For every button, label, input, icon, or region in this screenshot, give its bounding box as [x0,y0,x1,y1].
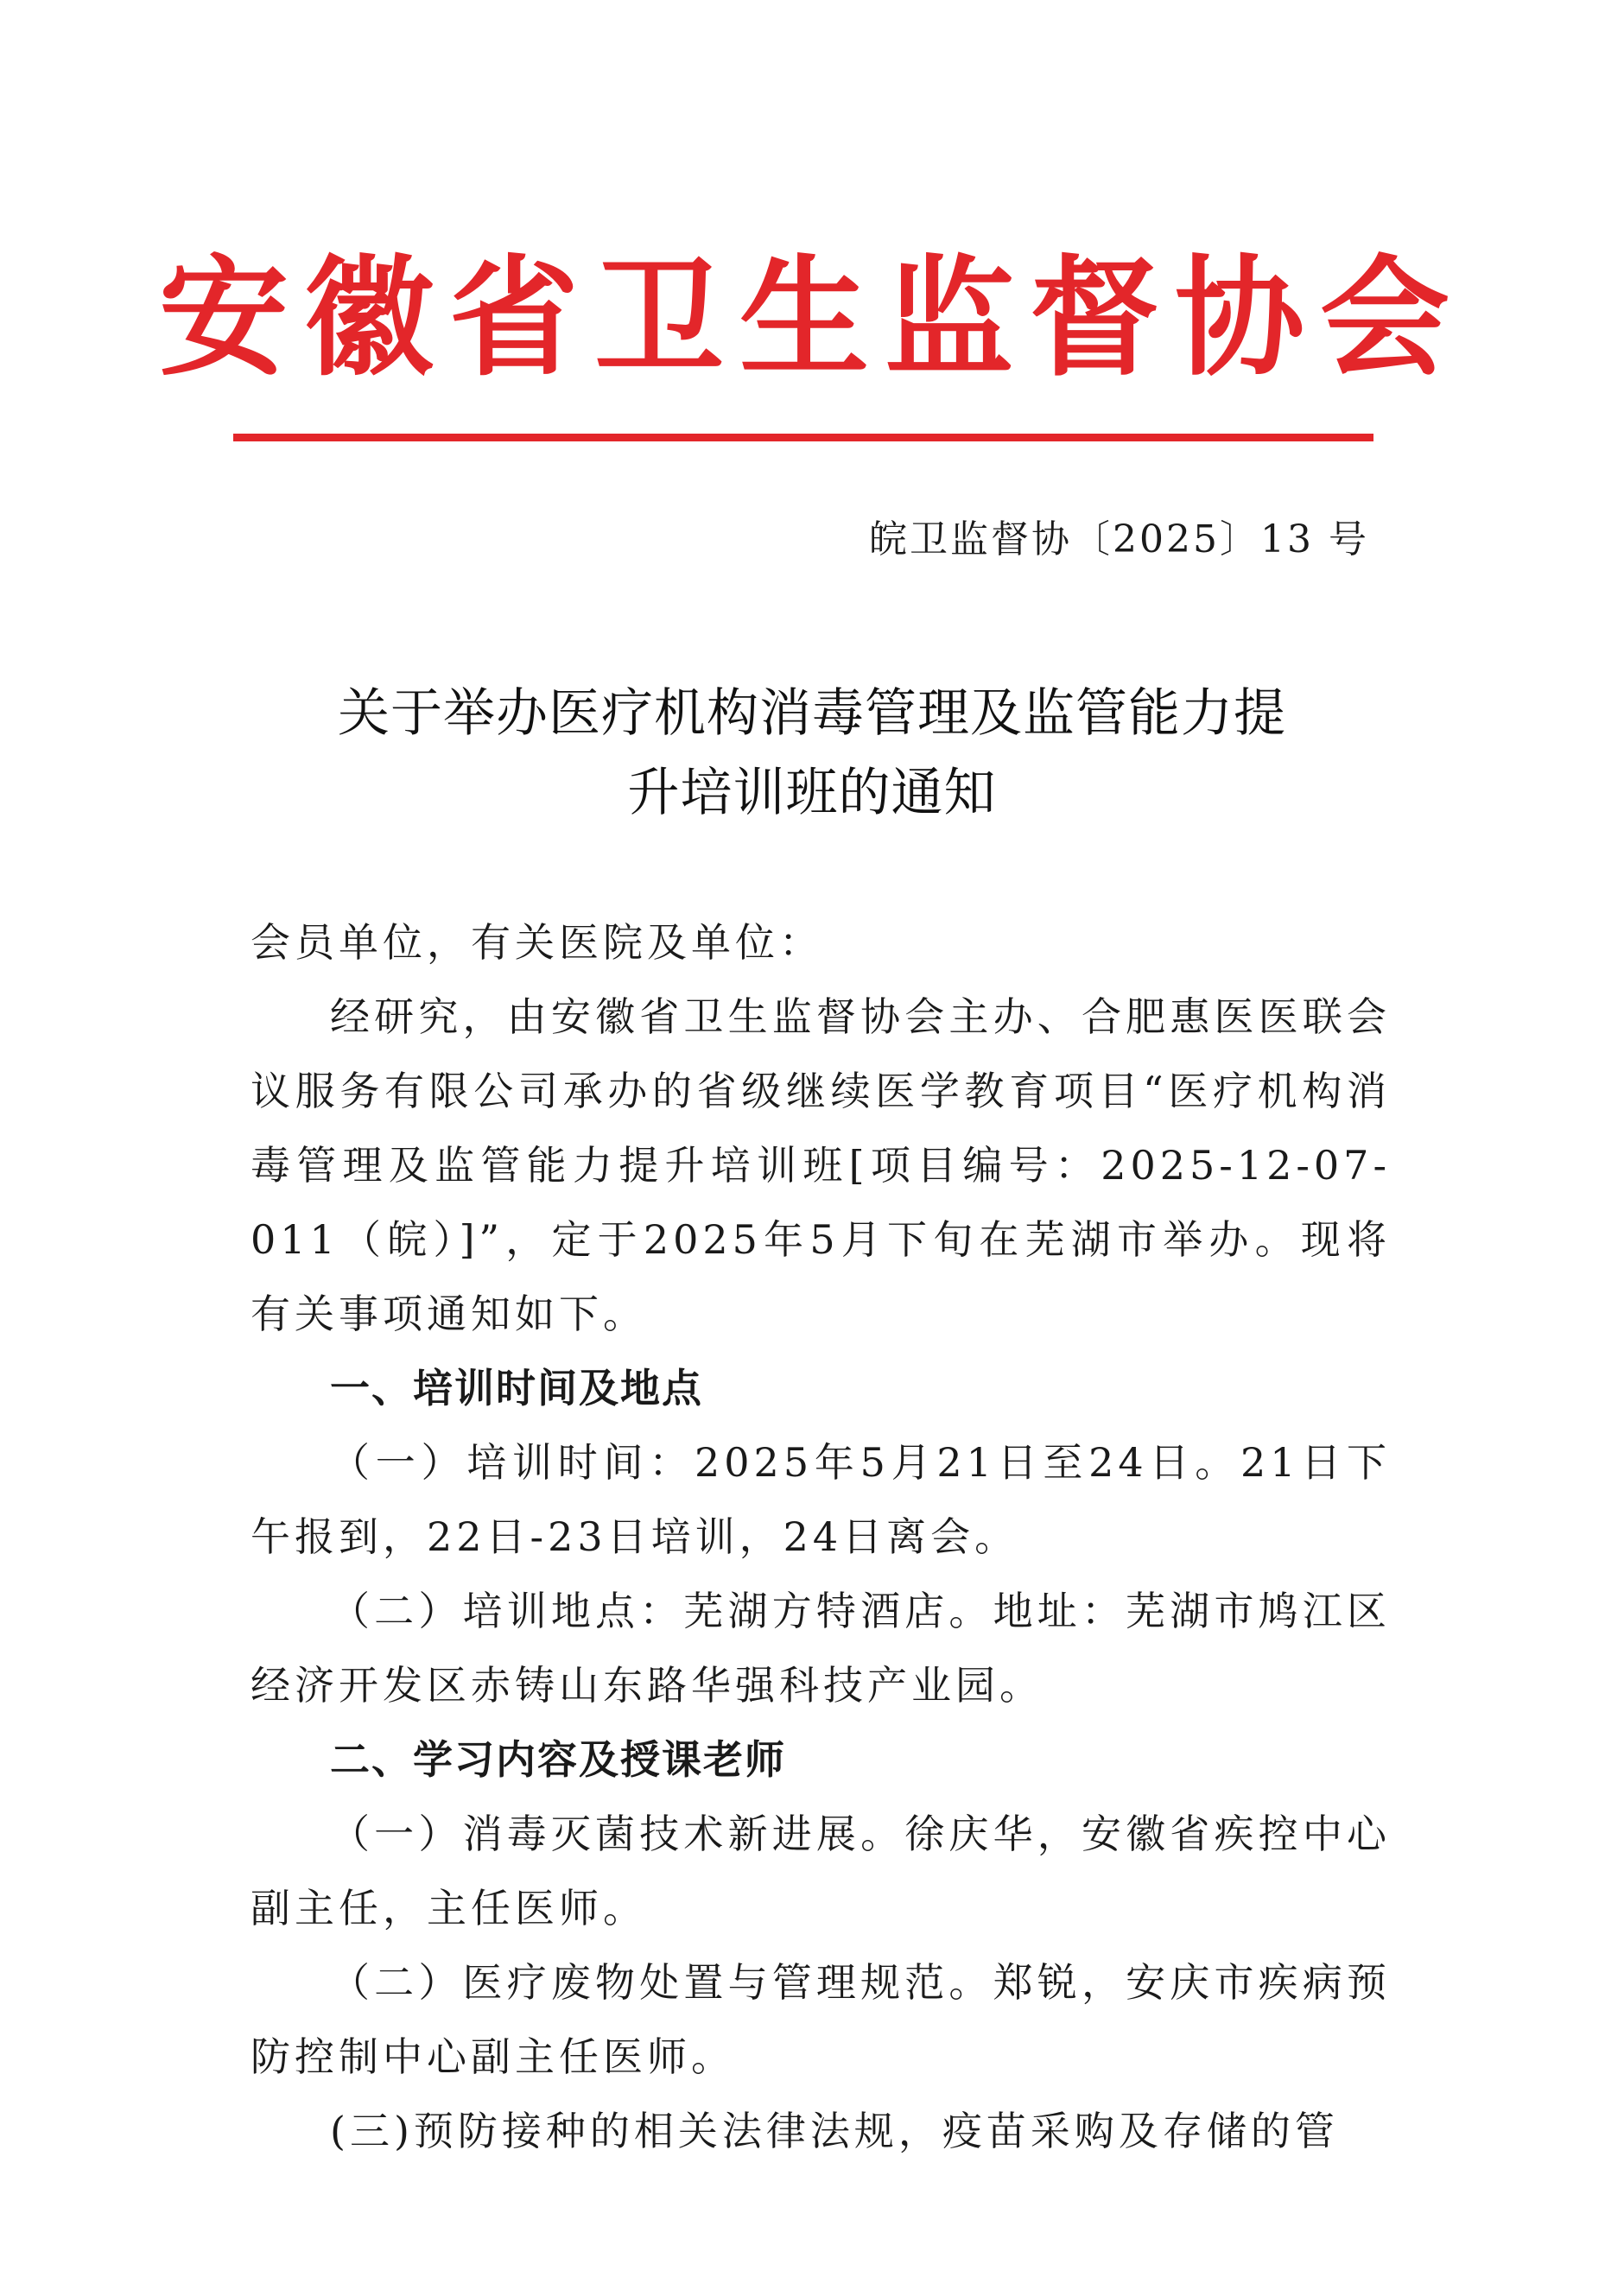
document-title-line-2: 升培训班的通知 [627,763,997,823]
document-title [233,674,1391,833]
section-1-item-1: （一）培训时间：2025年5月21日至24日。21日下午报到，22日-23日培训，24日离会。 [251,1439,1391,1560]
document-number: 皖卫监督协〔2025〕13 号 [869,517,1369,561]
section-2-item-3: (三)预防接种的相关法律法规，疫苗采购及存储的管 [330,2108,1339,2154]
section-2-heading: 二、学习内容及授课老师 [330,1736,786,1783]
organization-letterhead: 安徽省卫生监督协会 [159,244,1466,394]
section-2-item-1: （一）消毒灭菌技术新进展。徐庆华，安徽省疾控中心副主任，主任医师。 [251,1811,1391,1931]
intro-paragraph: 经研究，由安徽省卫生监督协会主办、合肥惠医医联会议服务有限公司承办的省级继续医学教育项目“医疗机构消毒管理及监管能力提升培训班[项目编号：2025-12-07-011（皖）]”，定于2025年5月下旬在芜湖市举办。现将有关事项通知如下。 [251,993,1391,1337]
salutation: 会员单位，有关医院及单位： [251,919,823,966]
section-1-heading: 一、培训时间及地点 [330,1365,703,1411]
section-1-item-2: （二）培训地点：芜湖方特酒店。地址：芜湖市鸠江区经济开发区赤铸山东路华强科技产业园。 [251,1588,1391,1709]
document-body [251,905,1391,2168]
section-2-item-2: （二）医疗废物处置与管理规范。郑锐，安庆市疾病预防控制中心副主任医师。 [251,1959,1391,2080]
document-title-line-1: 关于举办医疗机构消毒管理及监管能力提 [338,683,1286,744]
letterhead-red-rule [233,434,1373,441]
